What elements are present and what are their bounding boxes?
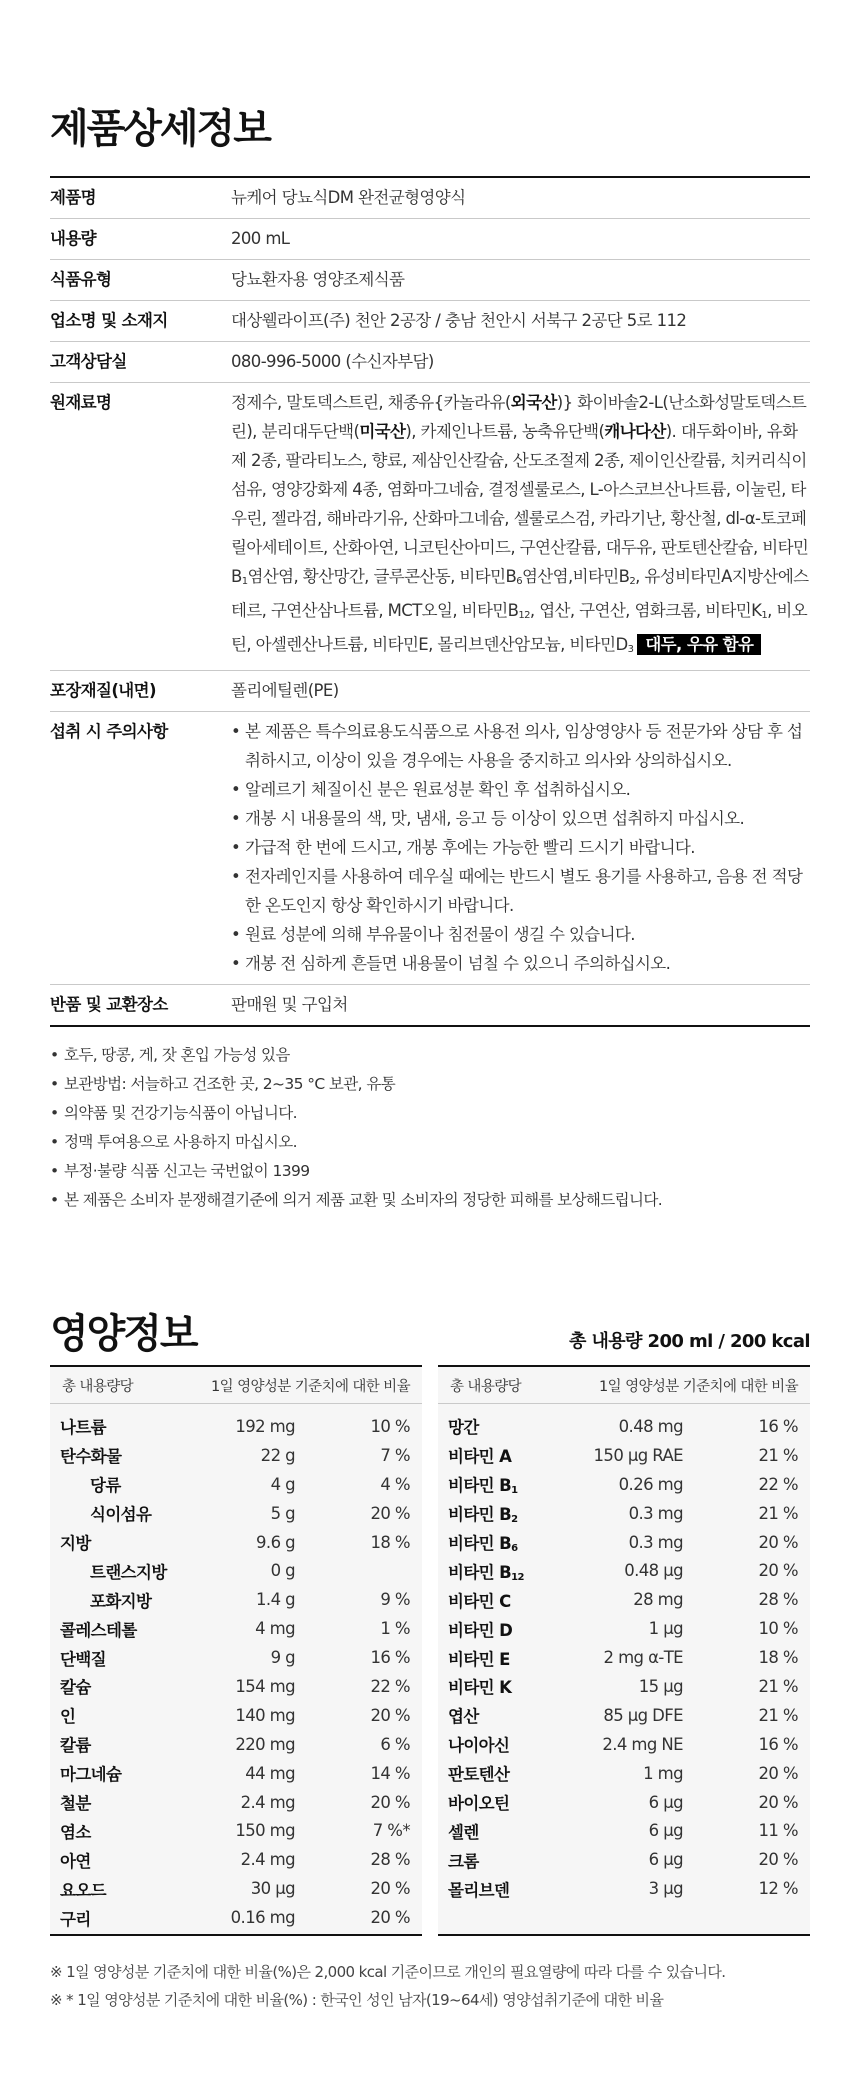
nutrient-amount: 154 mg	[235, 1676, 295, 1696]
nutrient-row	[50, 1614, 422, 1643]
nutrient-daily-percent: 16 %	[758, 1416, 798, 1436]
nutrient-name-text: 인	[60, 1707, 76, 1727]
nutrient-daily-percent: 20 %	[758, 1561, 798, 1581]
nutrient-row	[50, 1730, 422, 1759]
nutrient-name-text: 셀렌	[448, 1822, 479, 1842]
nutrient-row	[438, 1701, 810, 1730]
nutrient-name-text: 비타민 A	[448, 1447, 512, 1467]
info-row	[50, 671, 810, 712]
nutrient-row	[438, 1556, 810, 1585]
origin-bold: 외국산	[510, 393, 557, 412]
ingredient-text: 염산염,비타민B	[521, 567, 630, 586]
nutrient-amount: 0.26 mg	[618, 1474, 683, 1494]
nutrient-name-text: 염소	[60, 1822, 91, 1842]
nutrient-name-text: 판토텐산	[448, 1765, 510, 1785]
nutrient-name-text: 당류	[90, 1476, 121, 1496]
nutrient-row	[50, 1816, 422, 1845]
nutrient-amount: 0.48 μg	[624, 1561, 683, 1581]
nutrient-daily-percent: 6 %	[380, 1734, 410, 1754]
nutrient-name-text: 식이섬유	[90, 1505, 152, 1525]
nutrient-daily-percent: 28 %	[370, 1850, 410, 1870]
info-value: 당뇨환자용 영양조제식품	[231, 260, 810, 301]
nutrient-name	[60, 1819, 175, 1843]
nutrient-row	[50, 1585, 422, 1614]
subscript: 6	[516, 576, 522, 587]
nutrient-name-text: 비타민 B	[448, 1505, 512, 1525]
nutrient-name	[60, 1472, 175, 1496]
nutrient-name-text: 탄수화물	[60, 1447, 122, 1467]
info-row	[50, 342, 810, 383]
nutrient-daily-percent: 10 %	[758, 1619, 798, 1639]
nutrient-name	[448, 1761, 563, 1785]
page-title: 제품상세정보	[50, 106, 270, 152]
nutrient-amount: 150 mg	[235, 1821, 295, 1841]
nutrient-name	[448, 1703, 563, 1727]
nutrient-amount: 2.4 mg	[240, 1792, 295, 1812]
nutrient-amount: 220 mg	[235, 1734, 295, 1754]
nutrient-amount: 0.16 mg	[230, 1908, 295, 1928]
notes-list	[50, 1041, 810, 1215]
nutrient-name	[60, 1877, 175, 1901]
nutrition-rows	[438, 1404, 810, 1903]
nutrient-daily-percent: 20 %	[370, 1908, 410, 1928]
section-title-wrap	[50, 0, 810, 176]
info-label: 포장재질(내면)	[50, 671, 231, 712]
nutrient-row	[50, 1874, 422, 1903]
nutrient-name-text: 요오드	[60, 1880, 107, 1900]
nutrient-amount: 2 mg α-TE	[603, 1648, 683, 1668]
nutrient-name	[448, 1674, 563, 1698]
nutrient-daily-percent: 18 %	[370, 1532, 410, 1552]
header-daily-value: 1일 영양성분 기준치에 대한 비율	[211, 1378, 410, 1395]
nutrient-daily-percent: 22 %	[758, 1474, 798, 1494]
nutrient-row	[438, 1528, 810, 1557]
subscript: 1	[241, 576, 248, 587]
nutrient-name-text: 몰리브덴	[448, 1880, 510, 1900]
nutrient-name	[448, 1414, 563, 1438]
nutrient-daily-percent: 16 %	[758, 1734, 798, 1754]
nutrient-daily-percent: 20 %	[758, 1850, 798, 1870]
nutrient-name	[60, 1674, 175, 1698]
nutrition-header	[50, 1303, 810, 1359]
nutrient-name	[60, 1848, 175, 1872]
nutrient-row	[50, 1528, 422, 1557]
nutrient-name-text: 비타민 D	[448, 1620, 513, 1640]
info-label: 반품 및 교환장소	[50, 995, 168, 1014]
ingredients-text	[231, 383, 810, 671]
nutrient-name-text: 아연	[60, 1851, 91, 1871]
nutrient-name-text: 비타민 B	[448, 1534, 512, 1553]
nutrient-row	[438, 1845, 810, 1874]
header-daily-value: 1일 영양성분 기준치에 대한 비율	[599, 1378, 798, 1395]
nutrient-name	[60, 1761, 175, 1785]
info-label: 고객상담실	[50, 342, 231, 383]
nutrition-total: 총 내용량 200 ml / 200 kcal	[569, 1331, 810, 1352]
nutrient-daily-percent: 20 %	[370, 1879, 410, 1899]
nutrient-amount: 2.4 mg	[240, 1850, 295, 1870]
nutrient-amount: 0 g	[270, 1561, 295, 1581]
nutrient-amount: 5 g	[270, 1503, 295, 1523]
nutrient-amount: 0.48 mg	[618, 1416, 683, 1436]
note-item: • 부정·불량 식품 신고는 국번없이 1399	[50, 1157, 810, 1186]
info-value: 200 mL	[231, 219, 810, 260]
nutrient-daily-percent: 21 %	[758, 1445, 798, 1465]
info-row-cautions	[50, 712, 810, 985]
nutrient-row	[50, 1759, 422, 1788]
note-item: • 보관방법: 서늘하고 건조한 곳, 2~35 °C 보관, 유통	[50, 1070, 810, 1099]
subscript: 1	[761, 610, 768, 621]
info-value: 뉴케어 당뇨식DM 완전균형영양식	[231, 177, 810, 219]
nutrient-name	[60, 1617, 175, 1641]
nutrient-row	[50, 1499, 422, 1528]
nutrient-name	[448, 1732, 563, 1756]
info-label: 내용량	[50, 219, 231, 260]
nutrient-name	[60, 1530, 175, 1554]
nutrient-row	[438, 1441, 810, 1470]
nutrient-name-text: 칼륨	[60, 1736, 91, 1756]
note-item: • 본 제품은 소비자 분쟁해결기준에 의거 제품 교환 및 소비자의 정당한 피해를 보상해드립니다.	[50, 1186, 810, 1215]
nutrient-daily-percent: 21 %	[758, 1676, 798, 1696]
footnote: ※ 1일 영양성분 기준치에 대한 비율(%)은 2,000 kcal 기준이므로 개인의 필요열량에 따라 다를 수 있습니다.	[50, 1963, 726, 1982]
ingredient-text: ), 카제인나트륨, 농축유단백(	[405, 422, 605, 441]
nutrient-amount: 150 μg RAE	[593, 1445, 683, 1465]
nutrient-name	[448, 1790, 563, 1814]
nutrient-row	[438, 1614, 810, 1643]
nutrient-row	[50, 1556, 422, 1585]
nutrient-row	[438, 1788, 810, 1817]
ingredient-text: , 유성비타민A지방산에스테르, 구연산삼나트륨, MCT오일, 비타민B	[231, 567, 809, 620]
nutrient-daily-percent: 11 %	[758, 1821, 798, 1841]
info-value: 080-996-5000 (수신자부담)	[231, 342, 810, 383]
nutrient-name-text: 나이아신	[448, 1736, 510, 1756]
header-total: 총 내용량당	[62, 1378, 134, 1395]
nutrient-name	[448, 1877, 563, 1901]
nutrient-amount: 1.4 g	[256, 1590, 295, 1610]
nutrient-row	[438, 1759, 810, 1788]
nutrient-name-text: 철분	[60, 1794, 91, 1814]
nutrient-name	[448, 1559, 563, 1583]
nutrient-name	[448, 1443, 563, 1467]
nutrient-daily-percent: 14 %	[370, 1763, 410, 1783]
nutrient-name	[60, 1732, 175, 1756]
info-row	[50, 177, 810, 219]
nutrition-table-header	[438, 1367, 810, 1404]
info-row	[50, 219, 810, 260]
nutrient-daily-percent: 21 %	[758, 1705, 798, 1725]
caution-item: • 가급적 한 번에 드시고, 개봉 후에는 가능한 빨리 드시기 바랍니다.	[231, 833, 810, 862]
nutrient-name	[60, 1501, 175, 1525]
nutrient-daily-percent: 22 %	[370, 1676, 410, 1696]
nutrient-amount: 6 μg	[648, 1821, 683, 1841]
ingredient-text: )} 화이바솔2-L(난소화성말토덱스트린), 분리대두단백(	[231, 393, 807, 441]
nutrient-amount: 192 mg	[235, 1416, 295, 1436]
nutrient-amount: 28 mg	[633, 1590, 683, 1610]
nutrient-amount: 44 mg	[245, 1763, 295, 1783]
nutrient-name-text: 콜레스테롤	[60, 1620, 137, 1640]
info-value: 판매원 및 구입처	[231, 995, 348, 1014]
nutrient-name-text: 포화지방	[90, 1591, 152, 1611]
info-label: 식품유형	[50, 260, 231, 301]
nutrient-row	[50, 1470, 422, 1499]
nutrient-name	[60, 1790, 175, 1814]
ingredient-text: 정제수, 말토덱스트린, 채종유{카놀라유(	[231, 393, 511, 412]
nutrient-amount: 85 μg DFE	[603, 1705, 683, 1725]
nutrient-row	[438, 1816, 810, 1845]
nutrient-name-text: 비타민 B	[448, 1476, 512, 1496]
caution-item: • 개봉 시 내용물의 색, 맛, 냄새, 응고 등 이상이 있으면 섭취하지 마십시오.	[231, 804, 810, 833]
info-row	[50, 260, 810, 301]
nutrition-table-header	[50, 1367, 422, 1404]
caution-list	[231, 717, 810, 978]
footnote: ※ * 1일 영양성분 기준치에 대한 비율(%) : 한국인 성인 남자(19~64세) 영양섭취기준에 대한 비율	[50, 1991, 664, 2010]
nutrient-row	[50, 1441, 422, 1470]
note-item: • 의약품 및 건강기능식품이 아닙니다.	[50, 1099, 810, 1128]
nutrient-row	[50, 1412, 422, 1441]
caution-item: • 개봉 전 심하게 흔들면 내용물이 넘칠 수 있으니 주의하십시오.	[231, 949, 810, 978]
nutrient-daily-percent: 21 %	[758, 1503, 798, 1523]
nutrient-name	[448, 1819, 563, 1843]
info-label: 섭취 시 주의사항	[50, 712, 231, 985]
nutrient-row	[438, 1585, 810, 1614]
nutrition-tables	[50, 1365, 810, 1936]
product-info-table	[50, 176, 810, 1027]
nutrient-row	[438, 1412, 810, 1441]
caution-item: • 전자레인지를 사용하여 데우실 때에는 반드시 별도 용기를 사용하고, 음용 전 적당한 온도인지 항상 확인하시기 바랍니다.	[231, 862, 810, 920]
nutrient-name	[448, 1646, 563, 1670]
info-row-ingredients	[50, 383, 810, 671]
nutrient-name	[448, 1501, 563, 1525]
nutrient-name-text: 비타민 E	[448, 1649, 510, 1669]
nutrient-name	[60, 1588, 175, 1612]
nutrient-daily-percent: 4 %	[380, 1474, 410, 1494]
nutrient-name-text: 엽산	[448, 1707, 479, 1727]
nutrient-daily-percent: 20 %	[758, 1763, 798, 1783]
origin-bold: 미국산	[359, 422, 406, 441]
nutrient-amount: 140 mg	[235, 1705, 295, 1725]
nutrient-daily-percent: 10 %	[370, 1416, 410, 1436]
nutrient-daily-percent: 16 %	[370, 1648, 410, 1668]
nutrient-row	[50, 1643, 422, 1672]
nutrient-name-text: 크롬	[448, 1851, 479, 1871]
nutrient-name-text: 칼슘	[60, 1678, 91, 1698]
nutrient-subscript: 2	[511, 1514, 518, 1526]
nutrient-daily-percent: 20 %	[370, 1705, 410, 1725]
nutrient-amount: 4 g	[270, 1474, 295, 1494]
info-label: 원재료명	[50, 383, 231, 671]
nutrient-subscript: 6	[511, 1543, 518, 1554]
nutrient-daily-percent: 1 %	[380, 1619, 410, 1639]
info-value: 폴리에틸렌(PE)	[231, 671, 810, 712]
nutrient-amount: 1 mg	[643, 1763, 683, 1783]
nutrient-amount: 3 μg	[648, 1879, 683, 1899]
nutrient-row	[438, 1672, 810, 1701]
origin-bold: 캐나다산	[604, 422, 666, 441]
nutrient-amount: 30 μg	[250, 1879, 295, 1899]
ingredient-text: , 비오틴, 아셀렌산나트륨, 비타민E, 몰리브덴산암모늄, 비타민D	[231, 601, 808, 654]
nutrient-daily-percent: 18 %	[758, 1648, 798, 1668]
nutrient-amount: 22 g	[260, 1445, 295, 1465]
allergen-badge: 대두, 우유 함유	[637, 634, 761, 655]
nutrient-amount: 9.6 g	[256, 1532, 295, 1552]
note-item: • 정맥 투여용으로 사용하지 마십시오.	[50, 1128, 810, 1157]
nutrient-row	[50, 1701, 422, 1730]
nutrient-name-text: 마그네슘	[60, 1765, 122, 1785]
nutrient-daily-percent: 9 %	[380, 1590, 410, 1610]
info-label: 업소명 및 소재지	[50, 301, 231, 342]
nutrient-amount: 15 μg	[638, 1676, 683, 1696]
header-total: 총 내용량당	[450, 1378, 522, 1395]
nutrient-amount: 0.3 mg	[628, 1503, 683, 1523]
nutrient-amount: 0.3 mg	[628, 1532, 683, 1552]
nutrient-amount: 6 μg	[648, 1792, 683, 1812]
nutrient-daily-percent: 20 %	[758, 1792, 798, 1812]
nutrient-row	[438, 1730, 810, 1759]
nutrient-name	[60, 1559, 175, 1583]
nutrient-daily-percent: 7 %	[380, 1445, 410, 1465]
nutrient-name-text: 비타민 C	[448, 1591, 511, 1611]
info-value: 대상웰라이프(주) 천안 2공장 / 충남 천안시 서북구 2공단 5로 112	[231, 301, 810, 342]
nutrient-daily-percent: 12 %	[758, 1879, 798, 1899]
caution-item: • 원료 성분에 의해 부유물이나 침전물이 생길 수 있습니다.	[231, 920, 810, 949]
nutrient-name-text: 나트륨	[60, 1418, 107, 1438]
nutrition-table-left	[50, 1365, 422, 1936]
nutrient-name-text: 비타민 B	[448, 1562, 512, 1582]
nutrient-row	[438, 1499, 810, 1528]
subscript: 12	[518, 610, 530, 621]
nutrient-name	[60, 1414, 175, 1438]
nutrient-amount: 1 μg	[648, 1619, 683, 1639]
nutrient-row	[438, 1470, 810, 1499]
nutrient-name-text: 단백질	[60, 1649, 107, 1669]
nutrient-amount: 9 g	[270, 1648, 295, 1668]
nutrient-name	[60, 1906, 175, 1930]
nutrient-row	[438, 1874, 810, 1903]
nutrient-amount: 2.4 mg NE	[602, 1734, 683, 1754]
nutrient-daily-percent: 28 %	[758, 1590, 798, 1610]
nutrient-name-text: 구리	[60, 1909, 91, 1929]
info-row	[50, 301, 810, 342]
note-item: • 호두, 땅콩, 게, 잣 혼입 가능성 있음	[50, 1041, 810, 1070]
caution-item: • 알레르기 체질이신 분은 원료성분 확인 후 섭취하십시오.	[231, 775, 810, 804]
nutrient-name-text: 망간	[448, 1418, 479, 1438]
nutrient-daily-percent: 20 %	[758, 1532, 798, 1552]
nutrition-rows	[50, 1404, 422, 1932]
nutrient-name-text: 바이오틴	[448, 1794, 510, 1814]
nutrient-daily-percent: 20 %	[370, 1503, 410, 1523]
ingredient-text: ). 대두화이바, 유화제 2종, 팔라티노스, 향료, 제삼인산칼슘, 산도조절제 2종, 제이인산칼륨, 치커리식이섬유, 영양강화제 4종, 염화마그네슘, 결정셀룰로스, L-아스코브산나트륨, 이눌린, 타우린, 젤라검, 해바라기유, 산화마그네슘, 셀룰로스검, 카라기난, 황산철, dl-α-토코페릴아세테이트, 산화아연, 니코틴산아미드, 구연산칼륨, 대두유, 판토텐산칼슘, 비타민B	[231, 422, 809, 586]
nutrition-title: 영양정보	[50, 1311, 197, 1357]
nutrient-row	[50, 1845, 422, 1874]
info-row	[50, 985, 810, 1027]
nutrient-name	[448, 1530, 563, 1554]
nutrient-name	[60, 1703, 175, 1727]
subscript: 3	[627, 644, 634, 655]
subscript: 2	[629, 576, 636, 587]
nutrient-subscript: 12	[511, 1571, 524, 1583]
nutrient-amount: 6 μg	[648, 1850, 683, 1870]
nutrient-name	[448, 1848, 563, 1872]
caution-item: • 본 제품은 특수의료용도식품으로 사용전 의사, 임상영양사 등 전문가와 상담 후 섭취하시고, 이상이 있을 경우에는 사용을 중지하고 의사와 상의하십시오.	[231, 717, 810, 775]
ingredient-text: 염산염, 황산망간, 글루콘산동, 비타민B	[247, 567, 517, 586]
nutrient-name	[448, 1472, 563, 1496]
nutrient-row	[50, 1788, 422, 1817]
nutrient-daily-percent: 20 %	[370, 1792, 410, 1812]
nutrient-subscript: 1	[511, 1485, 518, 1497]
nutrient-daily-percent: 7 %*	[372, 1821, 410, 1841]
info-value	[231, 712, 810, 985]
nutrient-name-text: 비타민 K	[448, 1678, 512, 1698]
ingredient-text: , 엽산, 구연산, 염화크롬, 비타민K	[529, 601, 762, 620]
nutrient-name	[60, 1646, 175, 1670]
nutrition-footnotes	[50, 1958, 810, 2014]
nutrient-name-text: 지방	[60, 1534, 91, 1553]
nutrient-row	[50, 1672, 422, 1701]
nutrient-name	[448, 1588, 563, 1612]
nutrient-name	[60, 1443, 175, 1467]
nutrient-row	[50, 1903, 422, 1932]
nutrient-name-text: 트랜스지방	[90, 1562, 167, 1582]
info-label: 제품명	[50, 177, 231, 219]
nutrient-amount: 4 mg	[255, 1619, 295, 1639]
nutrient-row	[438, 1643, 810, 1672]
nutrition-table-right	[438, 1365, 810, 1936]
nutrient-name	[448, 1617, 563, 1641]
